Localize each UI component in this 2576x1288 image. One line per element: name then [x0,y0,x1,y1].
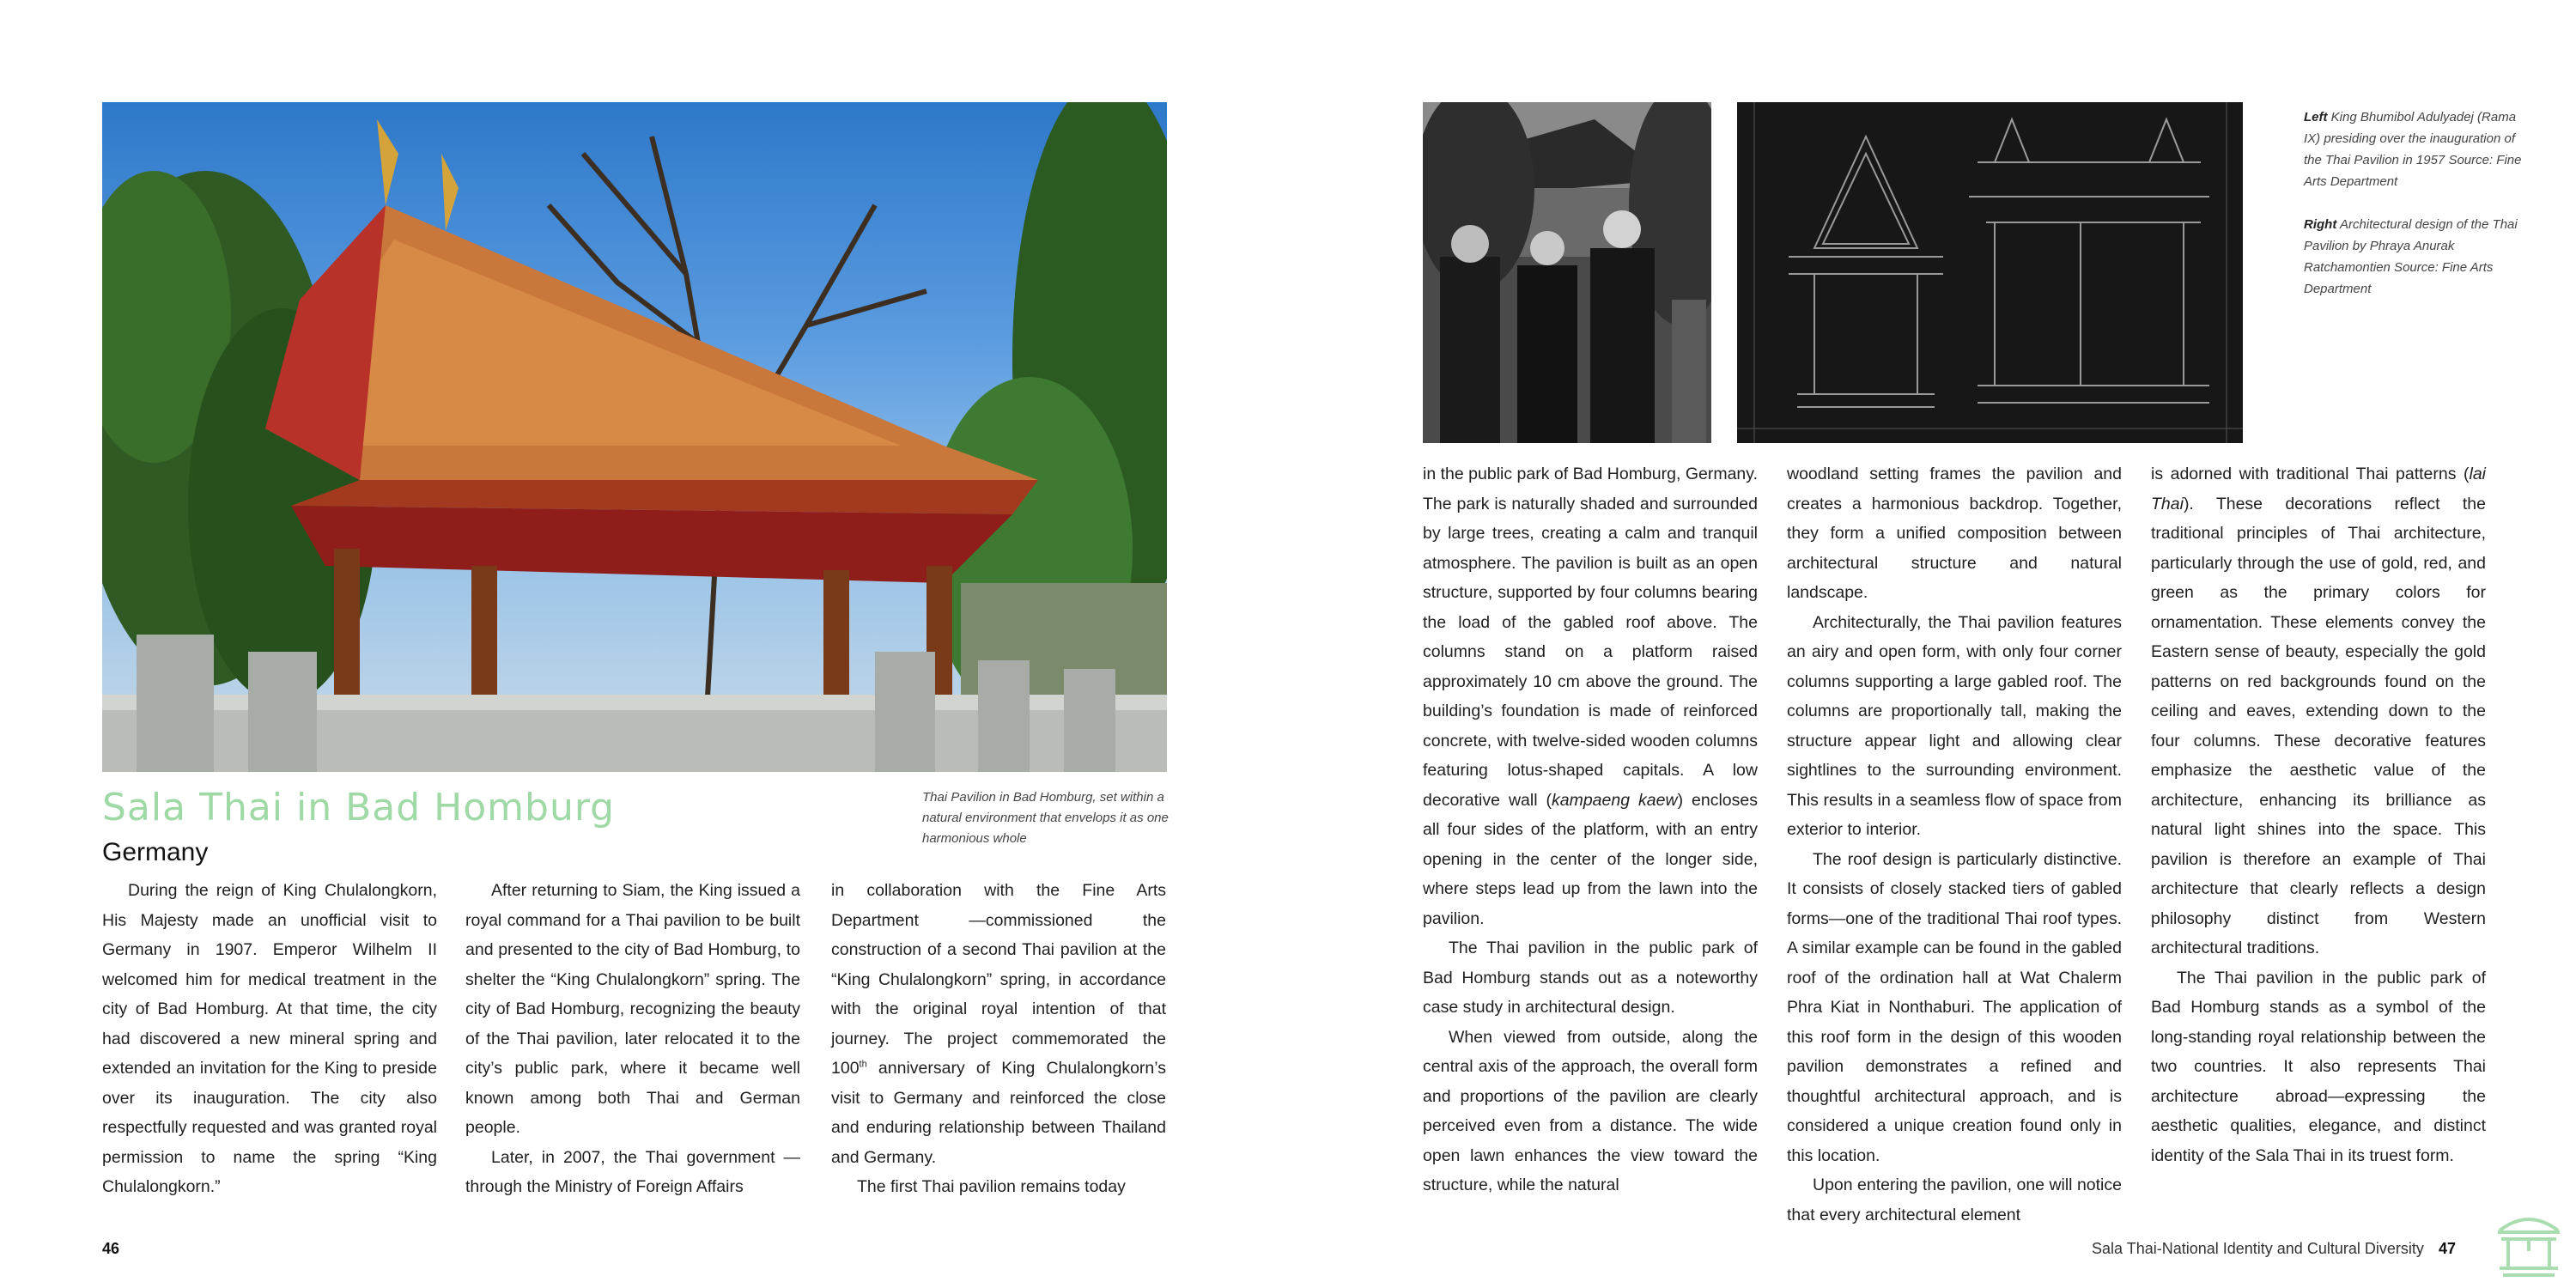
paragraph-part: anniversary of King Chulalongkorn’s visit to Germany and reinforced the close and enduring relationship between Thailand and Germany. [831,1059,1166,1167]
photo-caption: Thai Pavilion in Bad Homburg, set within a natural environment that envelops it as one harmonious whole [922,790,1169,846]
page-number-left: 46 [102,1240,120,1257]
paragraph: When viewed from outside, along the central axis of the approach, the overall form and proportions of the pavilion are clearly perceived even from a distance. The wide open lawn enhances the view toward the structure, while the natural [1423,1027,1758,1194]
superscript: th [859,1059,867,1070]
pavilion-illustration [102,102,1167,772]
paragraph: The roof design is particularly distinctive. It consists of closely stacked tiers of gabled forms—one of the traditional Thai roof types. A similar example can be found in the gabled roof of the ordination hall at Wat Chalerm Phra Kiat in Nonthaburi. The application of this roof form in the design of this wooden pavilion demonstrates a refined and thoughtful architectural approach, and is considered a unique creation found only in this location. [1787,849,2122,1165]
architectural-drawing [1737,102,2243,443]
text-column-3 [831,876,1166,1202]
pavilion-photo [102,102,1167,772]
paragraph-part: ). These decorations reflect the traditional principles of Thai architecture, particularly through the use of gold, red, and green as the primary colors for ornamentation. These elements convey the Eastern sense of beauty, especially the gold patterns on red backgrounds found on the ceiling and eaves, extending down to the four columns. These decorative features emphasize the aesthetic value of the architecture, enhancing its brilliance as natural light shines into the space. This pavilion is therefore an example of Thai architecture that clearly reflects a design philosophy distinct from Western architectural traditions. [2151,494,2486,957]
paragraph: Architecturally, the Thai pavilion features an airy and open form, with only four corner columns supporting a large gabled roof. The columns are proportionally tall, making the structure appear light and allowing clear sightlines to the surrounding environment. This results in a seamless flow of space from exterior to interior. [1787,612,2122,839]
caption-left-text: King Bhumibol Adulyadej (Rama IX) presiding over the inauguration of the Thai Pavilion in 1957 Source: Fine Arts Department [2304,110,2522,189]
photo-credits-caption [2304,106,2527,321]
caption-right [2304,214,2527,300]
paragraph-emphasis: lai Thai [2151,465,2486,513]
paragraph-emphasis: kampaeng kaew [1552,790,1678,810]
paragraph: Upon entering the pavilion, one will notice that every architectural element [1787,1176,2122,1224]
paragraph-part: in the public park of Bad Homburg, Germany. The park is naturally shaded and surrounded by large trees, creating a calm and tranquil atmosphere. The pavilion is built as an open structure, supported by four columns bearing the load of the gabled roof above. The columns stand on a platform raised approximately 10 cm above the ground. The building’s foundation is made of reinforced concrete, with twelve-sided wooden columns featuring lotus-shaped capitals. A low decorative wall ( [1423,465,1758,810]
drawing-illustration [1737,102,2243,443]
text-column-2 [465,876,800,1202]
text-column-4 [1423,459,1758,1200]
caption-right-text: Architectural design of the Thai Pavilion by Phraya Anurak Ratchamontien Source: Fine Arts Department [2304,217,2518,296]
inauguration-photo [1423,102,1711,443]
paragraph: The Thai pavilion in the public park of Bad Homburg stands out as a noteworthy case study in architectural design. [1423,939,1758,1017]
paragraph [831,876,1166,1172]
paragraph: Later, in 2007, the Thai government —through the Ministry of Foreign Affairs [465,1147,800,1196]
caption-left-label: Left [2304,110,2328,125]
paragraph: During the reign of King Chulalongkorn, His Majesty made an unofficial visit to Germany in 1907. Emperor Wilhelm II welcomed him for medical treatment in the city of Bad Homburg. At that time, the city had discovered a new mineral spring and extended an invitation for the King to preside over its inauguration. The city also respectfully requested and was granted royal permission to name the spring “King Chulalongkorn.” [102,881,437,1196]
paragraph [1423,459,1758,933]
caption-left [2304,106,2527,192]
text-column-5 [1787,459,2122,1230]
caption-right-label: Right [2304,217,2337,232]
paragraph: woodland setting frames the pavilion and creates a harmonious backdrop. Together, they form a unified composition between architectural structure and natural landscape. [1787,465,2122,602]
paragraph: The first Thai pavilion remains today [857,1177,1126,1196]
text-column-1 [102,876,437,1202]
footer-book-title: Sala Thai-National Identity and Cultural Diversity [2092,1240,2424,1257]
paragraph-part: ) encloses all four sides of the platform, with an entry opening in the center of the longer side, where steps lead up from the lawn into the pavilion. [1423,790,1758,928]
inauguration-illustration [1423,102,1711,443]
page-subtitle: Germany [102,838,209,866]
page-title: Sala Thai in Bad Homburg [102,786,616,829]
paragraph: The Thai pavilion in the public park of Bad Homburg stands as a symbol of the long-standing royal relationship between the two countries. It also represents Thai architecture abroad—expressing the aesthetic qualities, elegance, and distinct identity of the Sala Thai in its truest form. [2151,968,2486,1165]
pavilion-logo-icon [2494,1206,2563,1279]
paragraph-part: is adorned with traditional Thai patterns ( [2151,465,2470,483]
paragraph-part: in collaboration with the Fine Arts Department —commissioned the construction of a second Thai pavilion at the “King Chulalongkorn” spring, in accordance with the original royal intention of that journey. The project commemorated the 100 [831,881,1166,1078]
paragraph: After returning to Siam, the King issued a royal command for a Thai pavilion to be built and presented to the city of Bad Homburg, to shelter the “King Chulalongkorn” spring. The city of Bad Homburg, recognizing the beauty of the Thai pavilion, later relocated it to the city’s public park, where it became well known among both Thai and German people. [465,881,800,1137]
text-column-6 [2151,459,2486,1170]
paragraph [2151,459,2486,963]
page-number-right: 47 [2439,1240,2457,1257]
